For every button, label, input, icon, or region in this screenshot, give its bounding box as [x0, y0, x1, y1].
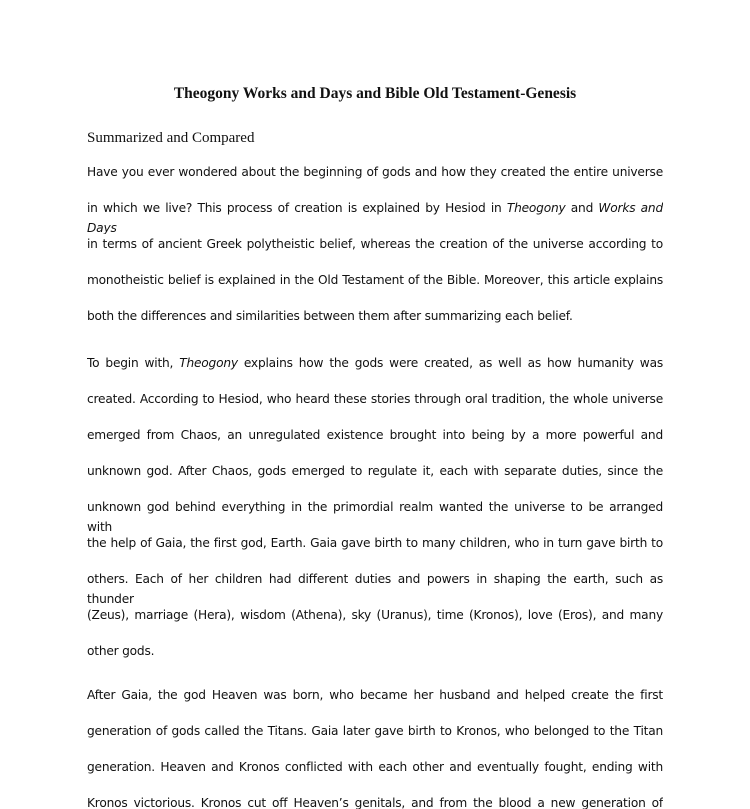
paragraph-line: [87, 461, 663, 497]
paragraph-line: [87, 389, 663, 425]
paragraph-line: [87, 721, 663, 757]
paragraph-line: [87, 793, 663, 809]
line-text: and: [565, 201, 599, 215]
italic-work-title: Theogony: [506, 201, 566, 215]
paragraph-line: [87, 685, 663, 721]
paragraph-line: [87, 497, 663, 533]
paragraph-line: [87, 234, 663, 270]
line-text: generation of gods called the Titans. Gaia later gave birth to Kronos, who belonged to the Titan: [87, 724, 663, 738]
paragraph-line: [87, 605, 663, 641]
line-text: monotheistic belief is explained in the Old Testament of the Bible. Moreover, this article explains: [87, 273, 663, 287]
paragraph-line: [87, 198, 663, 234]
line-text: Kronos victorious. Kronos cut off Heaven’s genitals, and from the blood a new generation of: [87, 796, 663, 809]
paragraph-1: [87, 162, 663, 342]
line-text: emerged from Chaos, an unregulated existence brought into being by a more powerful and: [87, 428, 663, 442]
line-text: unknown god. After Chaos, gods emerged to regulate it, each with separate duties, since the: [87, 464, 663, 478]
paragraph-line: [87, 641, 663, 677]
line-text: in terms of ancient Greek polytheistic belief, whereas the creation of the universe according to: [87, 237, 663, 251]
line-text: in which we live? This process of creation is explained by Hesiod in: [87, 201, 507, 215]
paragraph-2: [87, 353, 663, 677]
paragraph-line: [87, 270, 663, 306]
line-text: both the differences and similarities between them after summarizing each belief.: [87, 309, 573, 323]
paragraph-line: [87, 533, 663, 569]
paragraph-line: [87, 162, 663, 198]
paragraph-line: [87, 425, 663, 461]
line-text: explains how the gods were created, as well as how humanity was: [237, 356, 663, 370]
line-text: created. According to Hesiod, who heard these stories through oral tradition, the whole universe: [87, 392, 663, 406]
line-text: generation. Heaven and Kronos conflicted with each other and eventually fought, ending with: [87, 760, 663, 774]
line-text: Have you ever wondered about the beginning of gods and how they created the entire universe: [87, 165, 663, 179]
line-text: the help of Gaia, the first god, Earth. Gaia gave birth to many children, who in turn gave birth to: [87, 536, 663, 550]
paragraph-line: [87, 757, 663, 793]
line-text: others. Each of her children had different duties and powers in shaping the earth, such as thunder: [87, 572, 663, 605]
document-subtitle: Summarized and Compared: [87, 130, 255, 146]
line-text: unknown god behind everything in the primordial realm wanted the universe to be arranged with: [87, 500, 663, 533]
line-text: To begin with,: [87, 356, 180, 370]
paragraph-line: [87, 353, 663, 389]
italic-work-title: Theogony: [179, 356, 238, 370]
line-text: other gods.: [87, 644, 155, 658]
paragraph-3: [87, 685, 663, 809]
line-text: After Gaia, the god Heaven was born, who became her husband and helped create the first: [87, 688, 663, 702]
paragraph-line: [87, 306, 663, 342]
paragraph-line: [87, 569, 663, 605]
italic-work-title: Works and Days: [87, 201, 663, 234]
line-text: (Zeus), marriage (Hera), wisdom (Athena), sky (Uranus), time (Kronos), love (Eros), and many: [87, 608, 663, 622]
document-title: Theogony Works and Days and Bible Old Testament-Genesis: [173, 85, 577, 102]
